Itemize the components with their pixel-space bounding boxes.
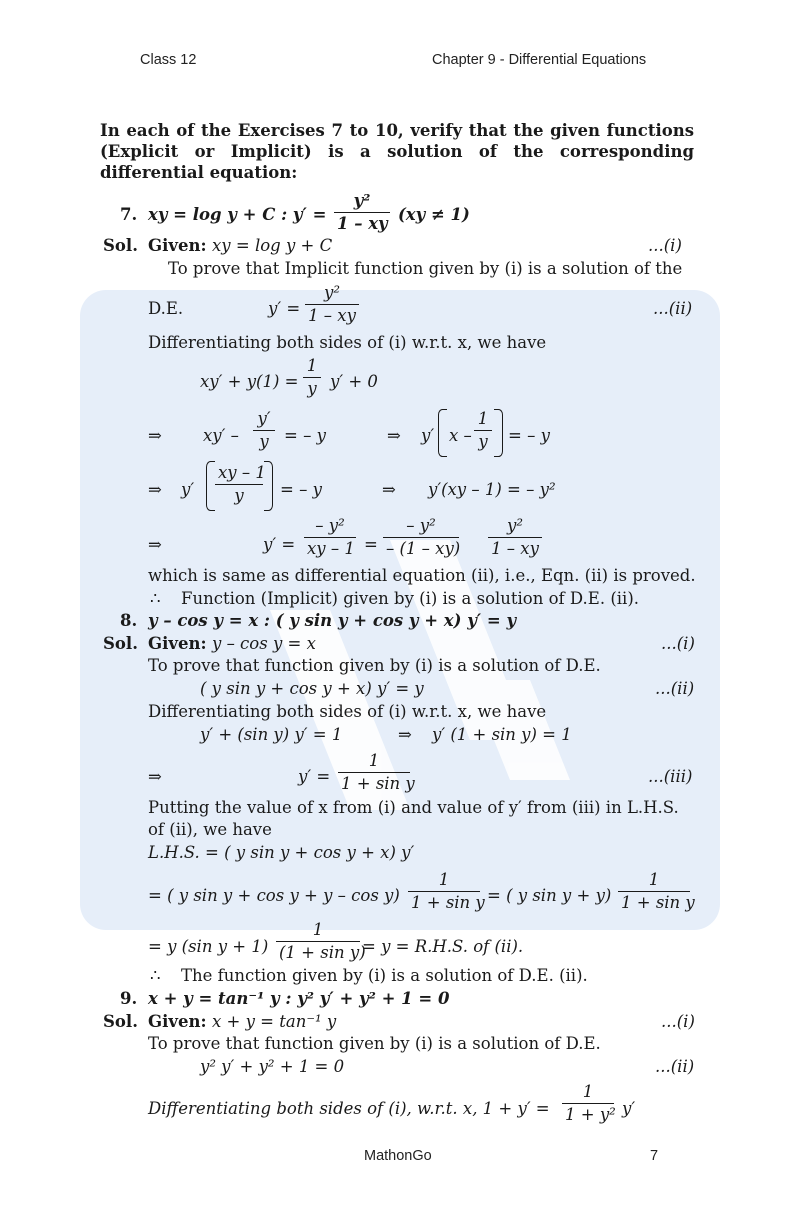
ex7-line4-fraction2 [383, 518, 459, 557]
fraction-numerator: 1 [648, 870, 660, 889]
page-number: 7 [650, 1148, 659, 1164]
ex8-line3-fraction2 [618, 870, 695, 912]
ex9-de: y² y′ + y² + 1 = 0 [200, 1057, 345, 1076]
class-label: Class 12 [140, 52, 197, 68]
ex8-line2-lhs: y′ = [298, 767, 331, 786]
implies-symbol: ⇒ [387, 426, 401, 445]
therefore-symbol: ∴ [150, 966, 161, 985]
ex7-line4-fraction1 [304, 518, 356, 557]
ex9-tag-ii: ...(ii) [655, 1057, 695, 1076]
ex7-line3-b: = – y [280, 480, 322, 499]
fraction-numerator: – y² [406, 516, 436, 535]
chapter-title: Chapter 9 - Differential Equations [432, 52, 647, 68]
ex7-de-lhs: y′ = [268, 299, 301, 318]
ex8-line4-fraction [276, 920, 366, 962]
fraction-denominator: 1 – xy [488, 537, 542, 558]
ex7-line2-c: y′ [421, 426, 435, 445]
ex8-putting-2: of (ii), we have [148, 820, 272, 839]
ex8-line4-a: = y (sin y + 1) [148, 937, 269, 956]
ex7-question-fraction [334, 193, 390, 232]
ex7-sol-label: Sol. [103, 236, 138, 255]
ex7-line1-rhs: y′ + 0 [330, 372, 378, 391]
ex7-number: 7. [120, 205, 138, 224]
implies-symbol: ⇒ [148, 480, 162, 499]
ex9-fraction [562, 1084, 614, 1123]
fraction-denominator: 1 + sin y [618, 891, 690, 912]
ex8-lhs: L.H.S. = ( y sin y + cos y + x) y′ [148, 843, 415, 862]
ex8-conclusion: The function given by (i) is a solution of D.E. (ii). [181, 966, 588, 985]
ex8-given: y – cos y = x [212, 634, 316, 653]
exercise-instructions: In each of the Exercises 7 to 10, verify that the given functions (Explicit or Implicit) is a solution of the corresponding differential equation: [100, 121, 694, 182]
ex7-line2-fraction [253, 411, 275, 450]
implies-symbol: ⇒ [148, 767, 162, 786]
right-parenthesis [264, 461, 273, 511]
ex7-line2-fraction2 [474, 411, 492, 450]
fraction-denominator: y [253, 430, 275, 451]
ex7-de-fraction [305, 285, 359, 324]
ex8-differentiating: Differentiating both sides of (i) w.r.t. x, we have [148, 702, 547, 721]
fraction-denominator: 1 – xy [305, 304, 359, 325]
ex9-question: x + y = tan⁻¹ y : y² y′ + y² + 1 = 0 [148, 989, 450, 1008]
fraction-numerator: y² [507, 516, 523, 535]
ex8-line3-b: = ( y sin y + y) [487, 886, 612, 905]
left-parenthesis [206, 461, 215, 511]
fraction-numerator: y² [324, 283, 340, 302]
ex7-to-prove: To prove that Implicit function given by (i) is a solution of the [168, 259, 683, 278]
fraction-denominator: (1 + sin y) [276, 941, 360, 962]
ex7-line4-a: y′ = [263, 535, 296, 554]
right-parenthesis [494, 409, 503, 457]
ex8-line1-b: y′ (1 + sin y) = 1 [432, 725, 572, 744]
fraction-denominator: – (1 – xy) [383, 537, 459, 558]
fraction-numerator: 1 [582, 1082, 594, 1101]
fraction-numerator: y² [353, 191, 371, 210]
ex7-differentiating: Differentiating both sides of (i) w.r.t. x, we have [148, 333, 547, 352]
implies-symbol: ⇒ [398, 725, 412, 744]
fraction-numerator: 1 [438, 870, 450, 889]
ex8-line2-fraction [338, 751, 415, 793]
ex7-line2-a: xy′ – [203, 426, 239, 445]
ex8-line4-b: = y = R.H.S. of (ii). [362, 937, 524, 956]
fraction-denominator: y [215, 484, 263, 505]
ex7-line4-fraction3 [488, 518, 542, 557]
left-parenthesis [438, 409, 447, 457]
ex7-conclusion: Function (Implicit) given by (i) is a solution of D.E. (ii). [181, 589, 639, 608]
fraction-numerator: xy – 1 [218, 463, 266, 482]
fraction-numerator: y′ [257, 409, 271, 428]
ex7-question-condition: (xy ≠ 1) [398, 205, 470, 224]
fraction-numerator: 1 [477, 409, 489, 428]
ex7-line3-c: y′(xy – 1) = – y² [428, 480, 556, 499]
ex7-given-label: Given: [148, 236, 207, 255]
fraction-denominator: 1 + sin y [338, 772, 410, 793]
fraction-numerator: 1 [368, 751, 380, 770]
ex7-line3-a: y′ [181, 480, 195, 499]
fraction-denominator: y [474, 430, 492, 451]
ex7-given: xy = log y + C [212, 236, 333, 255]
therefore-symbol: ∴ [150, 589, 161, 608]
ex9-to-prove: To prove that function given by (i) is a solution of D.E. [148, 1034, 601, 1053]
ex7-tag-i: ...(i) [648, 236, 682, 255]
ex7-line2-b: = – y [284, 426, 326, 445]
fraction-denominator: 1 + sin y [408, 891, 480, 912]
ex7-line2-d: = – y [508, 426, 550, 445]
ex7-de-label: D.E. [148, 299, 184, 318]
ex7-same-as: which is same as differential equation (ii), i.e., Eqn. (ii) is proved. [148, 566, 696, 585]
fraction-numerator: – y² [315, 516, 345, 535]
ex8-tag-iii: ...(iii) [648, 767, 693, 786]
ex8-tag-ii: ...(ii) [655, 679, 695, 698]
ex9-sol-label: Sol. [103, 1012, 138, 1031]
footer-brand: MathonGo [364, 1148, 432, 1164]
fraction-numerator: 1 [306, 356, 318, 375]
fraction-denominator: 1 – xy [334, 212, 390, 233]
fraction-denominator: y [303, 377, 321, 398]
ex7-line1-lhs: xy′ + y(1) = [200, 372, 299, 391]
implies-symbol: ⇒ [382, 480, 396, 499]
ex7-line1-fraction [303, 358, 321, 397]
fraction-denominator: 1 + y² [562, 1103, 614, 1124]
ex8-de: ( y sin y + cos y + x) y′ = y [200, 679, 424, 698]
ex9-given-label: Given: [148, 1012, 207, 1031]
ex8-line3-a: = ( y sin y + cos y + y – cos y) [148, 886, 400, 905]
fraction-denominator: xy – 1 [304, 537, 356, 558]
fraction-numerator: 1 [312, 920, 324, 939]
ex8-tag-i: ...(i) [661, 634, 695, 653]
ex9-given: x + y = tan⁻¹ y [212, 1012, 337, 1031]
ex7-tag-ii: ...(ii) [653, 299, 693, 318]
ex8-to-prove: To prove that function given by (i) is a solution of D.E. [148, 656, 601, 675]
ex8-sol-label: Sol. [103, 634, 138, 653]
ex9-diff-tail: y′ [622, 1099, 636, 1118]
ex7-question-lhs: xy = log y + C : y′ = [148, 205, 327, 224]
equals-sign: = [364, 535, 378, 554]
ex8-line3-fraction1 [408, 870, 485, 912]
implies-symbol: ⇒ [148, 535, 162, 554]
ex9-differentiating: Differentiating both sides of (i), w.r.t. x, 1 + y′ = [148, 1099, 550, 1118]
ex9-number: 9. [120, 989, 138, 1008]
ex8-line1-a: y′ + (sin y) y′ = 1 [200, 725, 343, 744]
implies-symbol: ⇒ [148, 426, 162, 445]
ex7-line3-fraction [215, 463, 266, 505]
ex8-number: 8. [120, 611, 138, 630]
ex8-given-label: Given: [148, 634, 207, 653]
ex8-question: y – cos y = x : ( y sin y + cos y + x) y′ = y [148, 611, 517, 630]
ex8-putting-1: Putting the value of x from (i) and value of y′ from (iii) in L.H.S. [148, 798, 679, 817]
ex7-line2-x: x – [449, 426, 472, 445]
ex9-tag-i: ...(i) [661, 1012, 695, 1031]
